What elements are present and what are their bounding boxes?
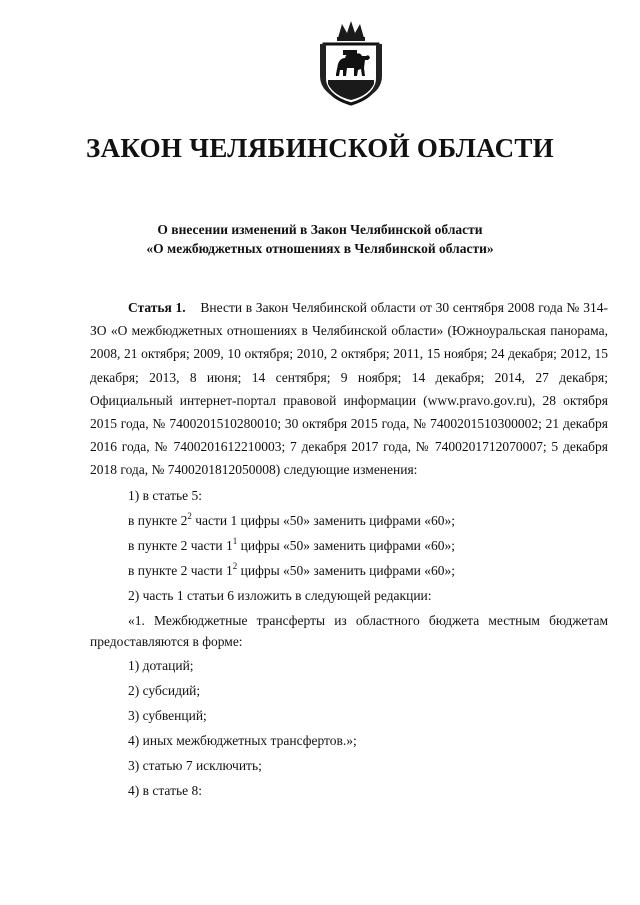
amendment-item bbox=[90, 752, 608, 777]
amendment-item bbox=[90, 677, 608, 702]
amendment-item-text: в пункте 2 bbox=[128, 512, 188, 528]
amendment-items bbox=[90, 482, 608, 802]
amendment-item bbox=[90, 727, 608, 752]
amendment-item bbox=[90, 777, 608, 802]
amendment-item bbox=[90, 582, 608, 607]
amendment-item-text: 1) в статье 5: bbox=[128, 487, 202, 503]
amendment-item-text: 4) иных межбюджетных трансфертов.»; bbox=[128, 732, 357, 748]
amendment-item-text: 4) в статье 8: bbox=[128, 782, 202, 798]
amendment-item-text: 1) дотаций; bbox=[128, 657, 194, 673]
amendment-item bbox=[90, 557, 608, 582]
amendment-item-text: цифры «50» заменить цифрами «60»; bbox=[237, 562, 455, 578]
amendment-item-text: цифры «50» заменить цифрами «60»; bbox=[237, 537, 455, 553]
amendment-item-text: в пункте 2 части 1 bbox=[128, 562, 233, 578]
law-title: ЗАКОН ЧЕЛЯБИНСКОЙ ОБЛАСТИ bbox=[86, 133, 554, 163]
amendment-item-text: 3) статью 7 исключить; bbox=[128, 757, 262, 773]
amendment-item-text: 3) субвенций; bbox=[128, 707, 207, 723]
amendment-item bbox=[90, 532, 608, 557]
amendment-item-superscript: 2 bbox=[232, 560, 238, 571]
amendment-item-text: «1. Межбюджетные трансферты из областного бюджета местным бюджетам предоставляются в форме: bbox=[90, 612, 608, 649]
chelyabinsk-coat-of-arms-icon bbox=[316, 18, 386, 106]
article-label: Статья 1. bbox=[128, 300, 186, 315]
subtitle-line-1: О внесении изменений в Закон Челябинской области bbox=[157, 222, 483, 237]
subtitle-line-2: «О межбюджетных отношениях в Челябинской области» bbox=[146, 241, 494, 256]
amendment-item bbox=[90, 607, 608, 652]
law-body bbox=[90, 296, 608, 802]
article-text: Внести в Закон Челябинской области от 30 сентября 2008 года № 314-ЗО «О межбюджетных отношениях в Челябинской области» (Южноуральская панорама, 2008, 21 октября; 2009, 10 октября; 2010, 2 октября; 2011, 15 ноября; 24 декабря; 2012, 15 декабря; 2013, 8 июня; 14 сентября; 9 ноября; 14 декабря; 2014, 27 декабря; Официальный интернет-портал правовой информации (www.pravo.gov.ru), 28 октября 2015 года, № 7400201510280010; 30 октября 2015 года, № 7400201510300002; 21 декабря 2016 года, № 7400201612210003; 7 декабря 2017 года, № 7400201712070007; 5 декабря 2018 года, № 7400201812050008) следующие изменения: bbox=[90, 300, 609, 478]
law-subtitle bbox=[0, 220, 640, 258]
amendment-item-text: 2) часть 1 статьи 6 изложить в следующей редакции: bbox=[128, 587, 432, 603]
amendment-item bbox=[90, 652, 608, 677]
amendment-item bbox=[90, 702, 608, 727]
article-1-paragraph bbox=[90, 296, 608, 482]
amendment-item-superscript: 1 bbox=[232, 535, 238, 546]
amendment-item bbox=[90, 507, 608, 532]
amendment-item-text: в пункте 2 части 1 bbox=[128, 537, 233, 553]
amendment-item-superscript: 2 bbox=[187, 510, 192, 521]
amendment-item-text: части 1 цифры «50» заменить цифрами «60»; bbox=[191, 512, 455, 528]
amendment-item bbox=[90, 482, 608, 507]
amendment-item-text: 2) субсидий; bbox=[128, 682, 201, 698]
